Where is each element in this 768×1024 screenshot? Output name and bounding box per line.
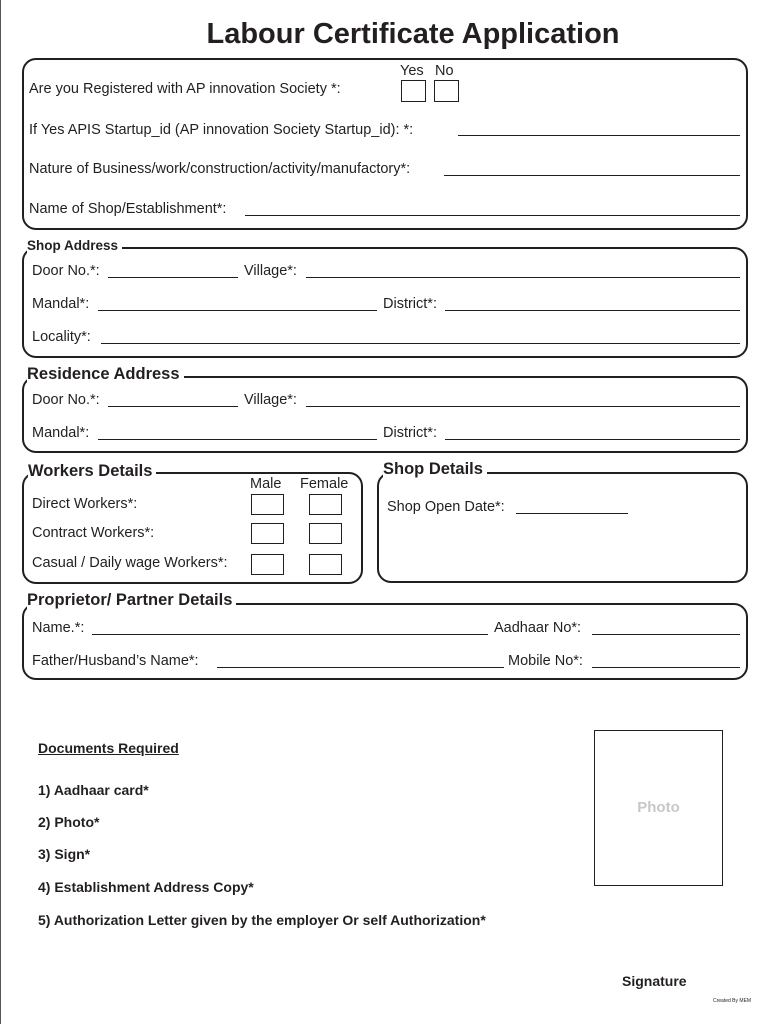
casual-workers-male-input[interactable] — [251, 554, 284, 575]
shop-district-label: District*: — [383, 296, 437, 312]
startup-id-field[interactable] — [458, 135, 740, 136]
father-husband-name-field[interactable] — [217, 667, 504, 668]
contract-workers-label: Contract Workers*: — [32, 525, 155, 541]
yes-label: Yes — [400, 63, 424, 79]
startup-id-label: If Yes APIS Startup_id (AP innovation Society Startup_id): *: — [29, 122, 414, 138]
workers-details-heading: Workers Details — [28, 462, 156, 481]
shop-door-field[interactable] — [108, 277, 238, 278]
mobile-field[interactable] — [592, 667, 740, 668]
shop-details-heading: Shop Details — [383, 460, 487, 479]
shop-address-heading: Shop Address — [27, 238, 122, 253]
no-label: No — [435, 63, 454, 79]
residence-door-field[interactable] — [108, 406, 238, 407]
aadhaar-label: Aadhaar No*: — [494, 620, 582, 636]
page-title: Labour Certificate Application — [206, 18, 620, 50]
document-item: 2) Photo* — [38, 814, 100, 830]
shop-name-label: Name of Shop/Establishment*: — [29, 201, 227, 217]
footer-credit: Created By MEM — [713, 998, 752, 1004]
document-item: 4) Establishment Address Copy* — [38, 879, 254, 895]
direct-workers-label: Direct Workers*: — [32, 496, 138, 512]
residence-mandal-label: Mandal*: — [32, 425, 90, 441]
document-item: 3) Sign* — [38, 846, 91, 862]
shop-name-field[interactable] — [245, 215, 740, 216]
shop-open-date-label: Shop Open Date*: — [387, 499, 505, 515]
signature-label: Signature — [622, 973, 687, 989]
aadhaar-field[interactable] — [592, 634, 740, 635]
residence-door-label: Door No.*: — [32, 392, 100, 408]
shop-village-field[interactable] — [306, 277, 740, 278]
residence-address-section — [22, 376, 748, 453]
residence-village-label: Village*: — [244, 392, 297, 408]
documents-required-heading: Documents Required — [38, 740, 179, 756]
shop-details-section — [377, 472, 748, 583]
registered-question-label: Are you Registered with AP innovation Society *: — [29, 81, 341, 97]
photo-box[interactable] — [594, 730, 723, 886]
shop-village-label: Village*: — [244, 263, 297, 279]
proprietor-name-field[interactable] — [92, 634, 488, 635]
contract-workers-female-input[interactable] — [309, 523, 342, 544]
casual-workers-female-input[interactable] — [309, 554, 342, 575]
shop-mandal-field[interactable] — [98, 310, 377, 311]
document-item: 1) Aadhaar card* — [38, 782, 149, 798]
shop-mandal-label: Mandal*: — [32, 296, 90, 312]
shop-locality-label: Locality*: — [32, 329, 91, 345]
casual-workers-label: Casual / Daily wage Workers*: — [32, 555, 228, 571]
shop-locality-field[interactable] — [101, 343, 740, 344]
father-husband-name-label: Father/Husband’s Name*: — [32, 653, 199, 669]
shop-district-field[interactable] — [445, 310, 740, 311]
male-column-label: Male — [250, 476, 282, 492]
female-column-label: Female — [300, 476, 349, 492]
photo-placeholder-label: Photo — [637, 799, 680, 816]
direct-workers-male-input[interactable] — [251, 494, 284, 515]
registered-yes-checkbox[interactable] — [401, 80, 426, 102]
nature-of-business-label: Nature of Business/work/construction/activity/manufactory*: — [29, 161, 411, 177]
contract-workers-male-input[interactable] — [251, 523, 284, 544]
residence-village-field[interactable] — [306, 406, 740, 407]
residence-district-label: District*: — [383, 425, 437, 441]
residence-district-field[interactable] — [445, 439, 740, 440]
mobile-label: Mobile No*: — [508, 653, 583, 669]
shop-door-label: Door No.*: — [32, 263, 100, 279]
nature-of-business-field[interactable] — [444, 175, 740, 176]
document-item: 5) Authorization Letter given by the employer Or self Authorization* — [38, 912, 486, 928]
registered-no-checkbox[interactable] — [434, 80, 459, 102]
proprietor-details-heading: Proprietor/ Partner Details — [27, 591, 236, 610]
residence-address-heading: Residence Address — [27, 365, 184, 384]
proprietor-name-label: Name.*: — [32, 620, 85, 636]
direct-workers-female-input[interactable] — [309, 494, 342, 515]
shop-open-date-field[interactable] — [516, 513, 628, 514]
residence-mandal-field[interactable] — [98, 439, 377, 440]
